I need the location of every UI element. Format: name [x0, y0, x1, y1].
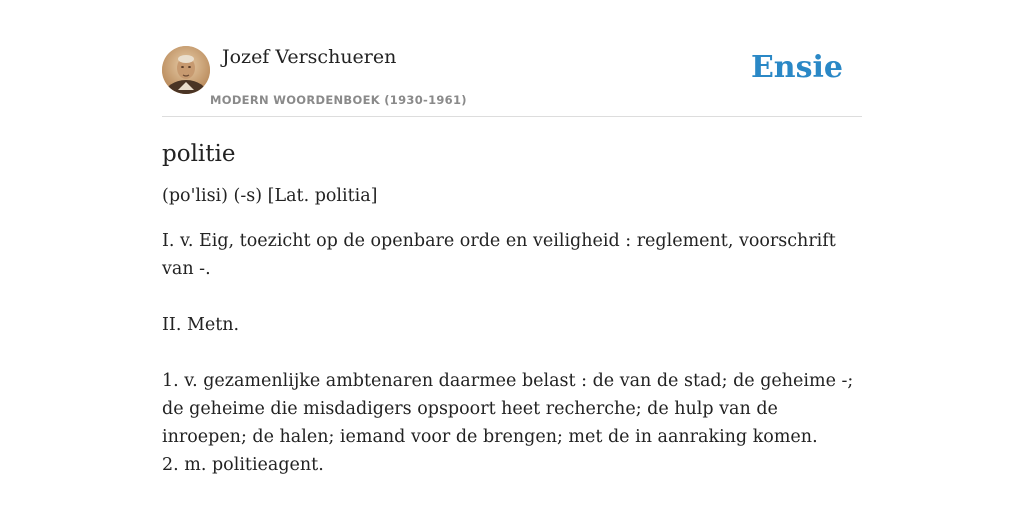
source-label[interactable]: MODERN WOORDENBOEK (1930-1961)	[210, 93, 467, 107]
entry-content	[162, 134, 862, 479]
entry-pronunciation: (po'lisi) (-s) [Lat. politia]	[162, 186, 378, 206]
ensie-logo[interactable]: Ensie	[750, 50, 843, 85]
author-name[interactable]: Jozef Verschueren	[222, 46, 397, 68]
entry-term: politie	[162, 141, 236, 167]
author-avatar[interactable]	[162, 46, 210, 94]
author-portrait-icon	[162, 46, 210, 94]
entry-header	[162, 46, 862, 117]
entry-definition: I. v. Eig, toezicht op de openbare orde en veiligheid : reglement, voorschrift van -. II. Metn. 1. v. gezamenlijke ambtenaren daarmee belast : de van de stad; de geheime -; de geheime die misdadigers opspoort heet recherche; de hulp van de inroepen; de halen; iemand voor de brengen; met de in aanraking komen. 2. m. politieagent.	[162, 231, 854, 475]
